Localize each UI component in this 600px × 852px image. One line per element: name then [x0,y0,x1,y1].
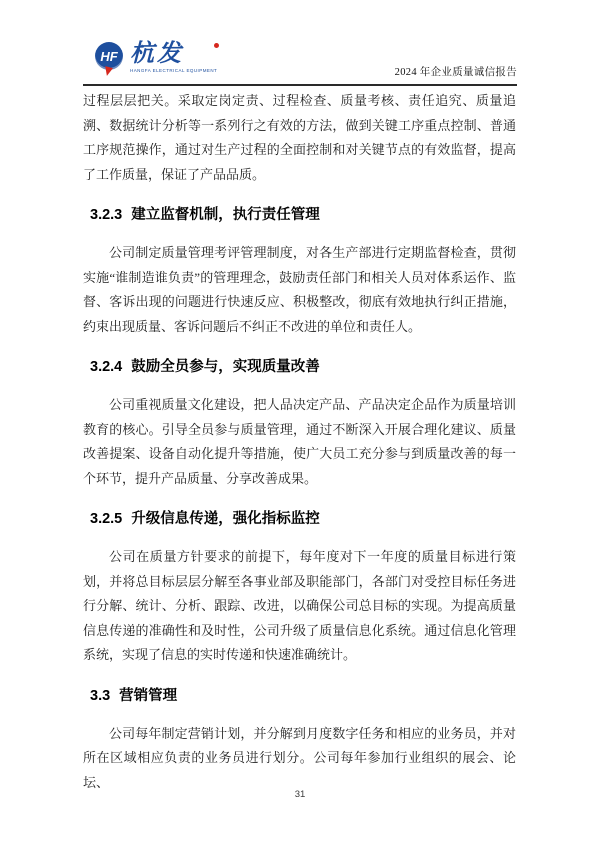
hf-monogram-icon [95,42,123,70]
section-paragraph-3-2-3: 公司制定质量管理考评管理制度，对各生产部进行定期监督检查，贯彻实施“谁制造谁负责”的管理理念，鼓励责任部门和相关人员对体系运作、监督、客诉出现的问题进行快速反应、积极整改，彻底有效地执行纠正措施，约束出现质量、客诉问题后不纠正不改进的单位和责任人。 [83,245,516,334]
hf-monogram-text: HF [100,48,118,64]
intro-paragraph: 过程层层把关。采取定岗定责、过程检查、质量考核、责任追究、质量追溯、数据统计分析等一系列行之有效的方法，做到关键工序重点控制、普通工序规范操作，通过对生产过程的全面控制和对关键节点的有效监督，提高了工作质量，保证了产品品质。 [83,93,516,182]
section-number: 3.3 [90,687,111,704]
page-body [83,89,516,795]
section-number: 3.2.5 [90,511,123,527]
section-heading-3-2-3 [83,203,516,227]
page-footer [0,789,600,800]
section-title: 升级信息传递，强化指标监控 [131,511,320,527]
section-number: 3.2.3 [90,207,123,223]
section-paragraph-3-2-5: 公司在质量方针要求的前提下，每年度对下一年度的质量目标进行策划，并将总目标层层分解至各事业部及职能部门，各部门对受控目标任务进行分解、统计、分析、跟踪、改进，以确保公司总目标的实现。为提高质量信息传递的准确性和及时性，公司升级了质量信息化系统。通过信息化管理系统，实现了信息的实时传递和快速准确统计。 [83,549,516,662]
brand-red-dot-icon [214,43,219,48]
page-header [83,40,517,86]
brand-name-text: 杭发 [130,41,184,67]
logo-caption: HANGFA ELECTRICAL EQUIPMENT [130,68,218,73]
section-title: 建立监督机制，执行责任管理 [131,207,320,223]
page-number: 31 [294,789,306,800]
document-title: 2024 年企业质量诚信报告 [394,67,517,78]
section-heading-3-2-5 [83,507,516,531]
section-heading-3-3 [83,684,516,708]
section-title: 鼓励全员参与，实现质量改善 [131,359,320,375]
company-logo [95,42,217,74]
logo-text-block [130,42,217,74]
section-number: 3.2.4 [90,359,123,375]
section-title: 营销管理 [119,687,178,704]
logo-red-tail-icon [103,66,113,77]
section-heading-3-2-4 [83,355,516,379]
brand-name [130,42,217,67]
section-paragraph-3-3: 公司每年制定营销计划，并分解到月度数字任务和相应的业务员，并对所在区域相应负责的业务员进行划分。公司每年参加行业组织的展会、论坛、 [83,725,516,790]
section-paragraph-3-2-4: 公司重视质量文化建设，把人品决定产品、产品决定企品作为质量培训教育的核心。引导全员参与质量管理，通过不断深入开展合理化建议、质量改善提案、设备自动化提升等措施，使广大员工充分参与到质量改善的每一个环节，提升产品质量、分享改善成果。 [83,397,516,486]
